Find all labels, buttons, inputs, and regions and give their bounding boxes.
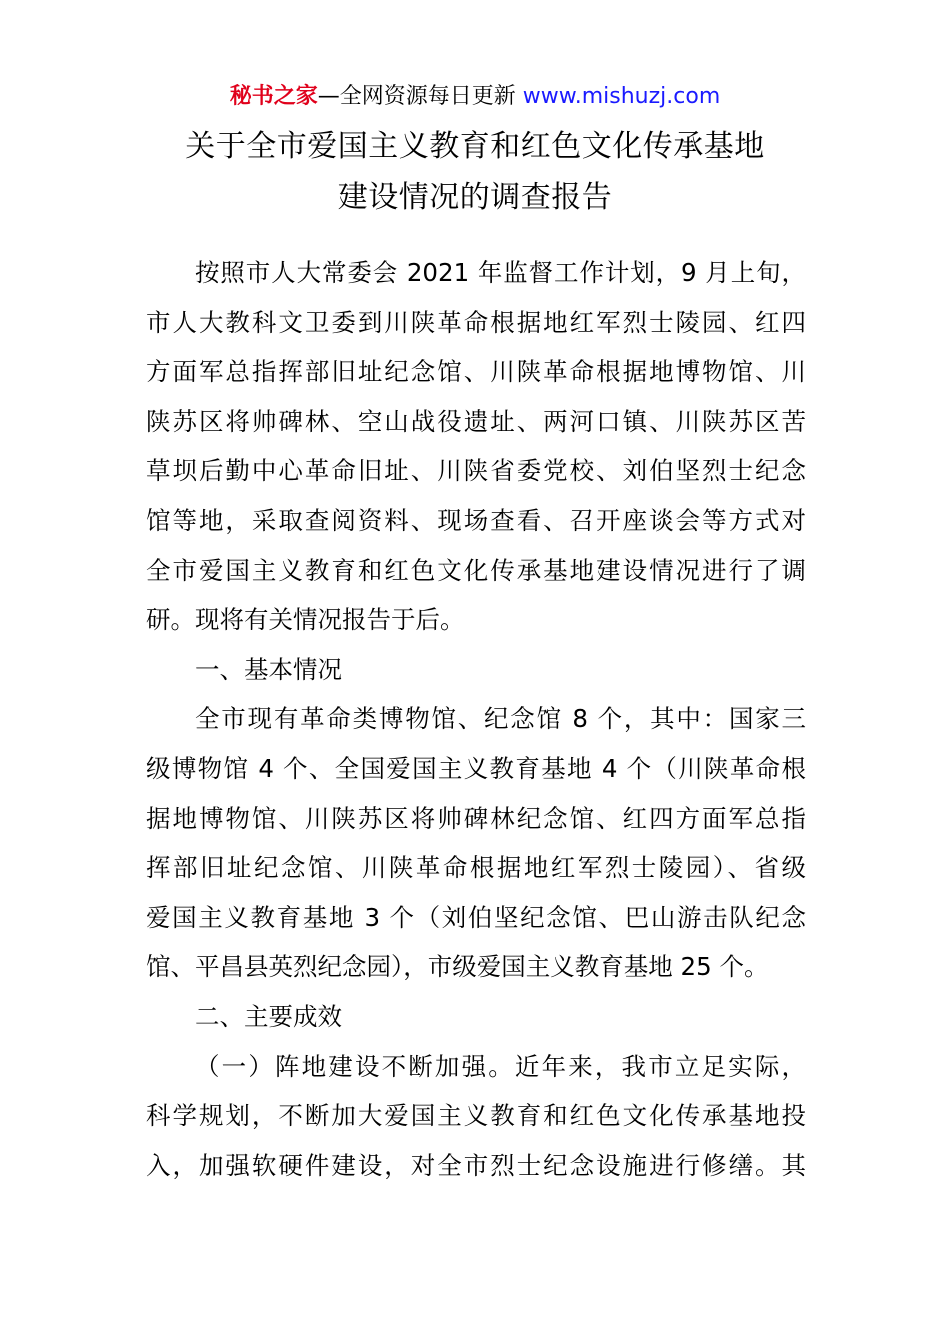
paragraph-line: 全市爱国主义教育和红色文化传承基地建设情况进行了调 bbox=[146, 555, 806, 585]
document-title-line-1: 关于全市爱国主义教育和红色文化传承基地 bbox=[185, 129, 765, 164]
paragraph-line: 市人大教科文卫委到川陕革命根据地红军烈士陵园、红四 bbox=[146, 307, 806, 337]
paragraph-line: 全市现有革命类博物馆、纪念馆 8 个，其中：国家三 bbox=[195, 704, 806, 734]
paragraph-line: 研。现将有关情况报告于后。 bbox=[146, 605, 465, 635]
document-body bbox=[146, 248, 806, 1190]
paragraph-line: 草坝后勤中心革命旧址、川陕省委党校、刘伯坚烈士纪念 bbox=[146, 456, 806, 486]
paragraph-line: 方面军总指挥部旧址纪念馆、川陕革命根据地博物馆、川 bbox=[146, 357, 806, 387]
site-header bbox=[0, 82, 950, 112]
section-heading-main-results: 二、主要成效 bbox=[195, 1001, 342, 1031]
header-tagline: —全网资源每日更新 bbox=[317, 84, 516, 109]
document-title-line-2: 建设情况的调查报告 bbox=[337, 180, 613, 215]
paragraph-line: 级博物馆 4 个、全国爱国主义教育基地 4 个（川陕革命根 bbox=[146, 753, 806, 783]
section-heading-basic-situation: 一、基本情况 bbox=[195, 654, 342, 684]
paragraph-line: （一）阵地建设不断加强。近年来，我市立足实际， bbox=[195, 1051, 806, 1081]
paragraph-line: 科学规划，不断加大爱国主义教育和红色文化传承基地投 bbox=[146, 1101, 806, 1131]
paragraph-line: 按照市人大常委会 2021 年监督工作计划，9 月上旬， bbox=[195, 258, 806, 287]
paragraph-line: 挥部旧址纪念馆、川陕革命根据地红军烈士陵园）、省级 bbox=[146, 853, 806, 883]
site-url-link[interactable]: www.mishuzj.com bbox=[522, 84, 721, 109]
paragraph-line: 馆、平昌县英烈纪念园），市级爱国主义教育基地 25 个。 bbox=[146, 952, 769, 982]
paragraph-line: 馆等地，采取查阅资料、现场查看、召开座谈会等方式对 bbox=[146, 505, 806, 535]
paragraph-line: 入，加强软硬件建设，对全市烈士纪念设施进行修缮。其 bbox=[146, 1150, 806, 1180]
brand-name: 秘书之家 bbox=[229, 84, 318, 109]
paragraph-line: 据地博物馆、川陕苏区将帅碑林纪念馆、红四方面军总指 bbox=[146, 803, 806, 833]
paragraph-line: 陕苏区将帅碑林、空山战役遗址、两河口镇、川陕苏区苦 bbox=[146, 406, 806, 436]
paragraph-line: 爱国主义教育基地 3 个（刘伯坚纪念馆、巴山游击队纪念 bbox=[146, 902, 806, 932]
